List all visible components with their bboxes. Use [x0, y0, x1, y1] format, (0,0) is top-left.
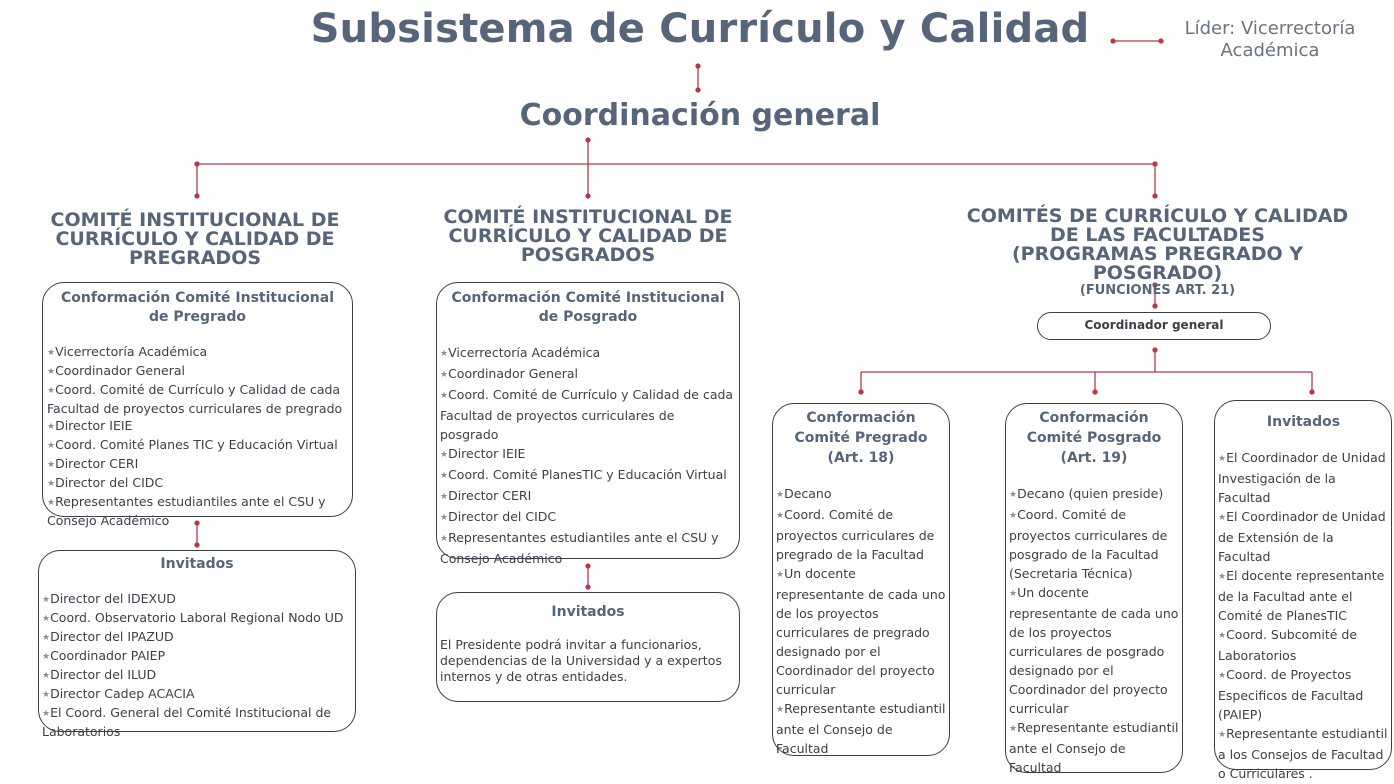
pregrado-box-title: Conformación Comité Institucional de Pregrado: [61, 290, 334, 325]
list-item: ★ El Coord. General del Comité Institucional de Laboratorios: [42, 704, 352, 740]
list-item: ★ Representantes estudiantiles ante el CSU y Consejo Académico: [47, 493, 348, 529]
posgrado-guests-title: Invitados: [551, 604, 625, 620]
list-item: ★ Vicerrectoría Académica: [47, 343, 348, 362]
list-item: ★ Director Cadep ACACIA: [42, 685, 352, 704]
facultad-posgrado-box: [1005, 403, 1183, 773]
facultad-pregrado-box: [772, 403, 950, 756]
page-title: Subsistema de Currículo y Calidad: [310, 6, 1090, 52]
list-item: ★ El Coordinador de Unidad de Extensión de la Facultad: [1218, 507, 1389, 566]
list-item: ★ Representante estudiantil ante el Consejo de Facultad: [776, 699, 946, 758]
list-item: ★ Representante estudiantil a los Consejos de Facultad o Curriculares .: [1218, 724, 1389, 783]
facultad-pregrado-list: [776, 484, 946, 758]
list-item: ★ Coord. Comité Planes TIC y Educación Virtual: [47, 436, 348, 455]
list-item: ★ Coord. Observatorio Laboral Regional Nodo UD: [42, 609, 352, 628]
facultad-pregrado-title: Conformación Comité Pregrado (Art. 18): [794, 410, 928, 466]
list-item: ★ Coordinador General: [440, 364, 736, 385]
posgrado-guests-text: El Presidente podrá invitar a funcionarios, dependencias de la Universidad y a expertos internos y de otras entidades.: [440, 637, 722, 684]
list-item: ★ Coord. Comité de proyectos curriculares de pregrado de la Facultad: [776, 505, 946, 564]
facultad-guests-list: [1218, 448, 1389, 783]
leader-label: Líder: Vicerrectoría Académica: [1184, 18, 1356, 61]
facultad-guests-box: [1214, 400, 1392, 781]
list-item: ★ Director IEIE: [440, 444, 736, 465]
pregrado-conformation-box: [42, 282, 353, 528]
pregrado-guests-title: Invitados: [160, 556, 234, 572]
list-item: ★ El Coordinador de Unidad Investigación de la Facultad: [1218, 448, 1389, 507]
facultades-heading: [950, 207, 1365, 298]
posgrado-conformation-box: [436, 282, 740, 566]
list-item: ★ Director IEIE: [47, 417, 348, 436]
list-item: ★ Decano: [776, 484, 946, 505]
facultades-subheading: (FUNCIONES ART. 21): [1079, 283, 1236, 298]
pregrado-heading: [40, 211, 350, 268]
pregrado-guests-list: [42, 590, 352, 740]
facultad-guests-title: Invitados: [1266, 414, 1341, 430]
list-item: ★ Representante estudiantil ante el Consejo de Facultad: [1009, 718, 1179, 777]
pregrado-members-list: [47, 343, 348, 529]
pregrado-heading-text: COMITÉ INSTITUCIONAL DE CURRÍCULO Y CALIDAD DE PREGRADOS: [50, 209, 340, 269]
list-item: ★ Director CERI: [47, 455, 348, 474]
facultad-posgrado-title: Conformación Comité Posgrado (Art. 19): [1026, 410, 1162, 466]
list-item: ★ Coord. Comité de proyectos curriculares de posgrado de la Facultad (Secretaria Técnica): [1009, 505, 1179, 583]
list-item: ★ Coord. Comité de Currículo y Calidad de cada Facultad de proyectos curriculares de pregrado: [47, 381, 348, 417]
facultad-posgrado-list: [1009, 484, 1179, 777]
list-item: ★ Vicerrectoría Académica: [440, 343, 736, 364]
posgrado-members-list: [440, 343, 736, 568]
facultades-heading-text: COMITÉS DE CURRÍCULO Y CALIDAD DE LAS FACULTADES: [966, 205, 1349, 246]
list-item: ★ Director del ILUD: [42, 666, 352, 685]
list-item: ★ Director del IPAZUD: [42, 628, 352, 647]
list-item: ★ Director del CIDC: [440, 507, 736, 528]
list-item: ★ Coord. Subcomité de Laboratorios: [1218, 625, 1389, 665]
list-item: ★ Coord. Comité PlanesTIC y Educación Virtual: [440, 465, 736, 486]
posgrado-guests-box: [436, 592, 740, 702]
list-item: ★ Director del CIDC: [47, 474, 348, 493]
list-item: ★ Director CERI: [440, 486, 736, 507]
list-item: ★ Un docente representante de cada uno de los proyectos curriculares de posgrado designado por el Coordinador del proyecto curricular: [1009, 583, 1179, 718]
list-item: ★ Un docente representante de cada uno de los proyectos curriculares de pregrado designado por el Coordinador del proyecto curricular: [776, 564, 946, 699]
posgrado-box-title: Conformación Comité Institucional de Posgrado: [451, 290, 725, 325]
list-item: ★ Coordinador PAIEP: [42, 647, 352, 666]
list-item: ★ Coord. Comité de Currículo y Calidad de cada Facultad de proyectos curriculares de posgrado: [440, 385, 736, 444]
list-item: ★ Representantes estudiantiles ante el CSU y Consejo Académico: [440, 528, 736, 568]
list-item: ★ Director del IDEXUD: [42, 590, 352, 609]
pregrado-guests-box: [38, 550, 356, 739]
list-item: ★ El docente representante de la Facultad ante el Comité de PlanesTIC: [1218, 566, 1389, 625]
list-item: ★ Decano (quien preside): [1009, 484, 1179, 505]
posgrado-heading: [430, 208, 746, 265]
facultades-coordinator: Coordinador general: [1037, 312, 1271, 340]
list-item: ★ Coordinador General: [47, 362, 348, 381]
posgrado-heading-text: COMITÉ INSTITUCIONAL DE CURRÍCULO Y CALIDAD DE POSGRADOS: [443, 206, 733, 266]
facultades-heading-text-2: (PROGRAMAS PREGRADO Y POSGRADO): [1012, 243, 1303, 284]
coordination-heading: Coordinación general: [519, 98, 881, 133]
list-item: ★ Coord. de Proyectos Especificos de Facultad (PAIEP): [1218, 665, 1389, 724]
